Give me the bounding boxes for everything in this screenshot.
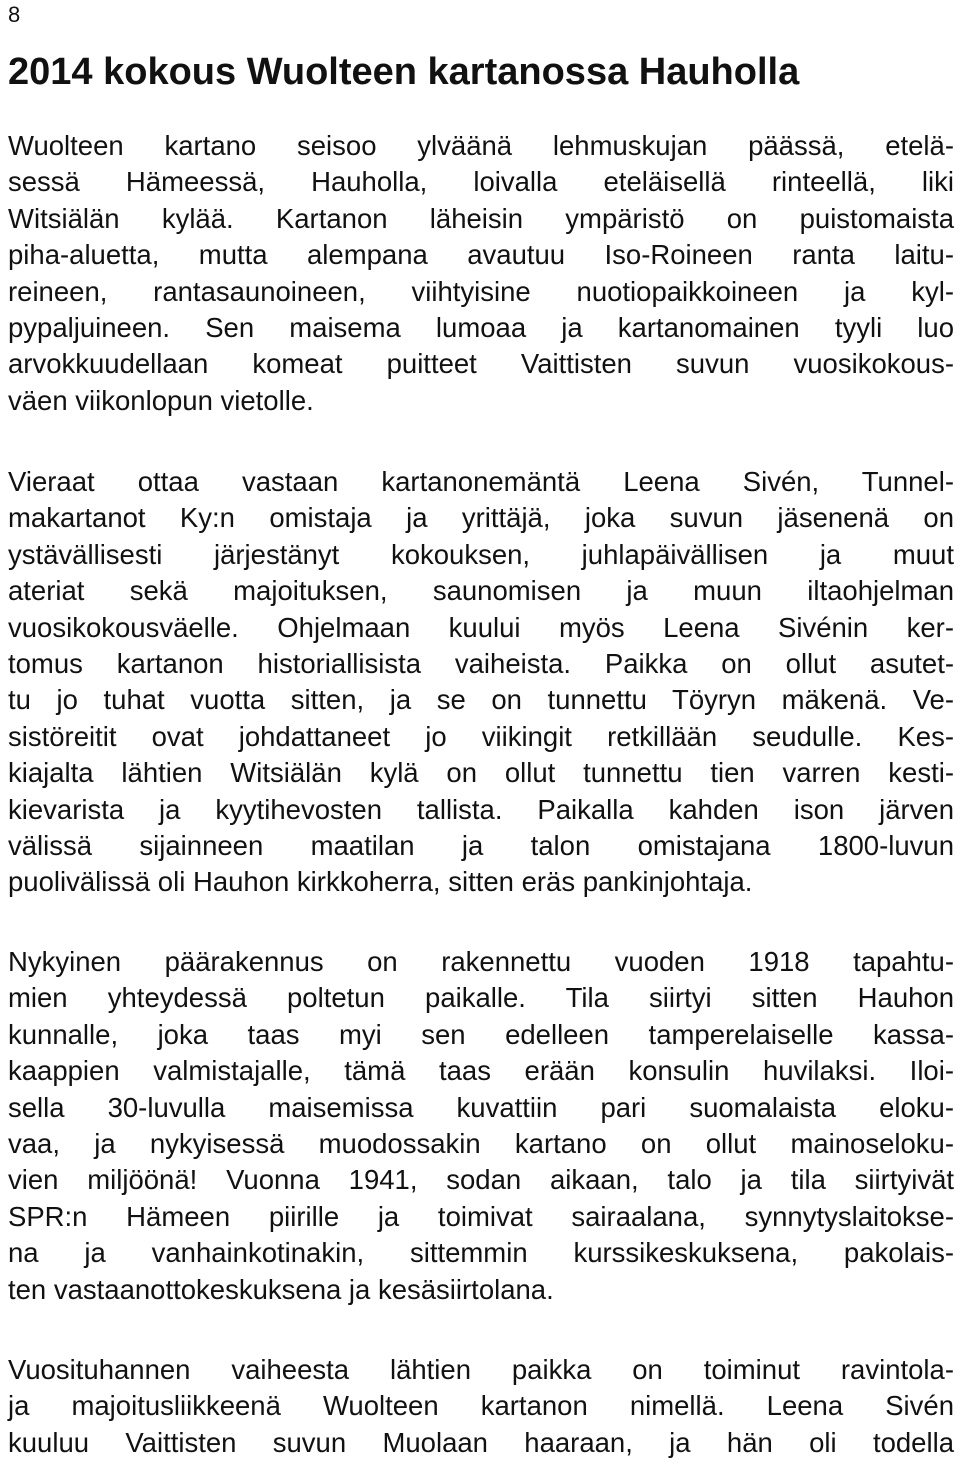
text-line: kaappien valmistajalle, tämä taas erään konsulin huvilaksi. Iloi- [8, 1055, 954, 1087]
text-line: Vuosituhannen vaiheesta lähtien paikka on toiminut ravintola- [8, 1354, 954, 1385]
text-line: Wuolteen kartano seisoo ylväänä lehmuskujan päässä, etelä- [8, 130, 954, 161]
article-title: 2014 kokous Wuolteen kartanossa Hauholla [8, 51, 800, 93]
text-line: makartanot Ky:n omistaja ja yrittäjä, joka suvun jäsenenä on [8, 502, 954, 534]
text-line: vuosikokousväelle. Ohjelmaan kuului myös Leena Sivénin ker- [8, 611, 954, 643]
text-line: tomus kartanon historiallisista vaiheista. Paikka on ollut asutet- [8, 648, 954, 680]
paragraph-2 [8, 464, 954, 901]
text-line: reineen, rantasaunoineen, viihtyisine nuotiopaikkoineen ja kyl- [8, 275, 954, 307]
text-line: mien yhteydessä poltetun paikalle. Tila siirtyi sitten Hauhon [8, 982, 954, 1014]
text-line: ateriat sekä majoituksen, saunomisen ja muun iltaohjelman [8, 575, 954, 607]
text-line: puolivälissä oli Hauhon kirkkoherra, sitten eräs pankinjohtaja. [8, 866, 753, 898]
text-line: SPR:n Hämeen piirille ja toimivat sairaalana, synnytyslaitokse- [8, 1200, 954, 1232]
paragraph-4 [8, 1352, 954, 1461]
text-line: välissä sijainneen maatilan ja talon omistajana 1800-luvun [8, 830, 954, 862]
text-line: kuuluu Vaittisten suvun Muolaan haaraan, ja hän oli todella [8, 1426, 954, 1458]
text-line: sessä Hämeessä, Hauholla, loivalla eteläisellä rinteellä, liki [8, 166, 954, 198]
text-line: Witsiälän kylää. Kartanon läheisin ympäristö on puistomaista [8, 202, 954, 234]
paragraph-1 [8, 128, 954, 419]
text-line: na ja vanhainkotinakin, sittemmin kurssikeskuksena, pakolais- [8, 1237, 954, 1269]
text-line: pypaljuineen. Sen maisema lumoaa ja kartanomainen tyyli luo [8, 312, 954, 344]
text-line: ystävällisesti järjestänyt kokouksen, juhlapäivällisen ja muut [8, 538, 954, 570]
text-line: Vieraat ottaa vastaan kartanonemäntä Leena Sivén, Tunnel- [8, 466, 954, 497]
text-line: Nykyinen päärakennus on rakennettu vuoden 1918 tapahtu- [8, 946, 954, 977]
text-line: ja majoitusliikkeenä Wuolteen kartanon nimellä. Leena Sivén [8, 1390, 954, 1422]
text-line: vien miljöönä! Vuonna 1941, sodan aikaan, talo ja tila siirtyivät [8, 1164, 954, 1196]
text-line: kunnalle, joka taas myi sen edelleen tamperelaiselle kassa- [8, 1018, 954, 1050]
text-line: tu jo tuhat vuotta sitten, ja se on tunnettu Töyryn mäkenä. Ve- [8, 684, 954, 716]
page-number: 8 [8, 2, 21, 27]
text-line: piha-aluetta, mutta alempana avautuu Iso-Roineen ranta laitu- [8, 239, 954, 271]
text-line: ten vastaanottokeskuksena ja kesäsiirtolana. [8, 1273, 554, 1305]
text-line: arvokkuudellaan komeat puitteet Vaittisten suvun vuosikokous- [8, 348, 954, 380]
text-line: kievarista ja kyytihevosten tallista. Paikalla kahden ison järven [8, 793, 954, 825]
text-line: väen viikonlopun vietolle. [8, 384, 314, 416]
text-line: kiajalta lähtien Witsiälän kylä on ollut tunnettu tien varren kesti- [8, 757, 954, 789]
paragraph-3 [8, 944, 954, 1308]
text-line: sistöreitit ovat johdattaneet jo viikingit retkillään seudulle. Kes- [8, 720, 954, 752]
text-line: vaa, ja nykyisessä muodossakin kartano on ollut mainoseloku- [8, 1128, 954, 1160]
text-line: sella 30-luvulla maisemissa kuvattiin pari suomalaista eloku- [8, 1091, 954, 1123]
